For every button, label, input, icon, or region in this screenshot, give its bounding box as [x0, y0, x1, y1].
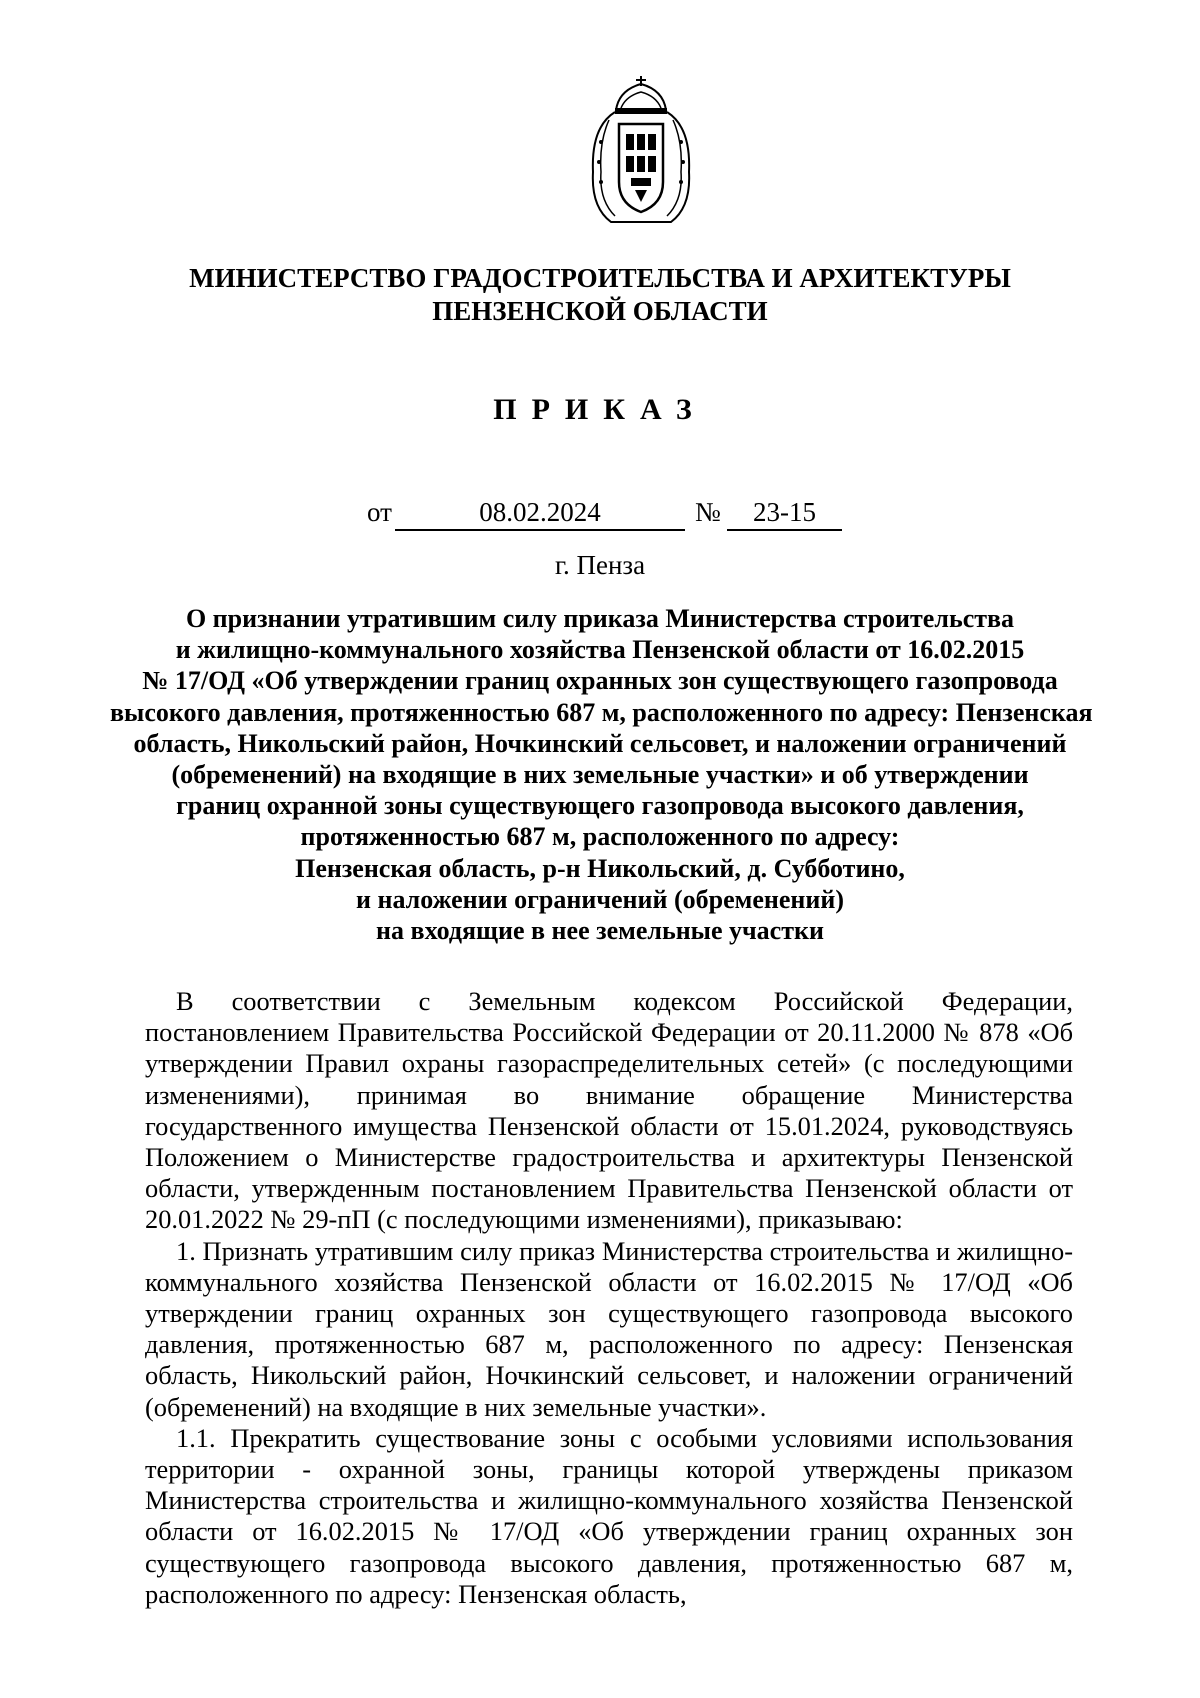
title-line: (обременений) на входящие в них земельные участки» и об утверждении: [171, 760, 1029, 790]
date-label: от: [367, 497, 392, 527]
document-city: г. Пенза: [554, 550, 646, 580]
ministry-name-line-2: ПЕНЗЕНСКОЙ ОБЛАСТИ: [432, 296, 768, 326]
ministry-name-line-1: МИНИСТЕРСТВО ГРАДОСТРОИТЕЛЬСТВА И АРХИТЕКТУРЫ: [189, 263, 1011, 293]
title-line: и наложении ограничений (обременений): [355, 884, 845, 914]
coat-of-arms-icon: [571, 72, 711, 232]
title-line: и жилищно-коммунального хозяйства Пензенской области от 16.02.2015: [175, 635, 1025, 665]
preamble-paragraph: В соответствии с Земельным кодексом Российской Федерации, постановлением Правительства Российской Федерации от 20.11.2000 № 878 «Об утверждении Правил охраны газораспределительных сетей» (с последующими изменениями), принимая во внимание обращение Министерства государственного имущества Пензенской области от 15.01.2024, руководствуясь Положением о Министерстве градостроительства и архитектуры Пензенской области, утвержденным постановлением Правительства Пензенской области от 20.01.2022 № 29-пП (с последующими изменениями), приказываю:: [145, 986, 1073, 1235]
document-number: 23-15: [727, 497, 842, 531]
document-title: [110, 603, 1093, 946]
document-type: ПРИКАЗ: [493, 393, 707, 426]
title-line: № 17/ОД «Об утверждении границ охранных зон существующего газопровода: [142, 666, 1058, 696]
registration-line: [0, 497, 1200, 537]
item-1-1-paragraph: 1.1. Прекратить существование зоны с особыми условиями использования территории - охранной зоны, границы которой утверждены приказом Министерства строительства и жилищно-коммунального хозяйства Пензенской области от 16.02.2015 № 17/ОД «Об утверждении границ охранных зон существующего газопровода высокого давления, протяженностью 687 м, расположенного по адресу: Пензенская область,: [145, 1422, 1073, 1609]
title-line: границ охранной зоны существующего газопровода высокого давления,: [176, 791, 1024, 821]
number-label: №: [695, 497, 721, 527]
document-body: [145, 986, 1073, 1610]
title-line: высокого давления, протяженностью 687 м, расположенного по адресу: Пензенская: [110, 697, 1093, 727]
title-line: О признании утратившим силу приказа Министерства строительства: [185, 604, 1015, 633]
title-line: Пензенская область, р-н Никольский, д. Субботино,: [295, 853, 905, 883]
title-line: область, Никольский район, Ночкинский сельсовет, и наложении ограничений: [133, 728, 1067, 758]
title-line: протяженностью 687 м, расположенного по адресу:: [300, 822, 900, 852]
item-1-paragraph: 1. Признать утратившим силу приказ Министерства строительства и жилищно-коммунального хозяйства Пензенской области от 16.02.2015 № 17/ОД «Об утверждении границ охранных зон существующего газопровода высокого давления, протяженностью 687 м, расположенного по адресу: Пензенская область, Никольский район, Ночкинский сельсовет, и наложении ограничений (обременений) на входящие в них земельные участки».: [145, 1235, 1073, 1422]
title-line: на входящие в нее земельные участки: [376, 916, 824, 946]
ministry-name: [100, 262, 1100, 328]
document-date: 08.02.2024: [395, 497, 685, 531]
